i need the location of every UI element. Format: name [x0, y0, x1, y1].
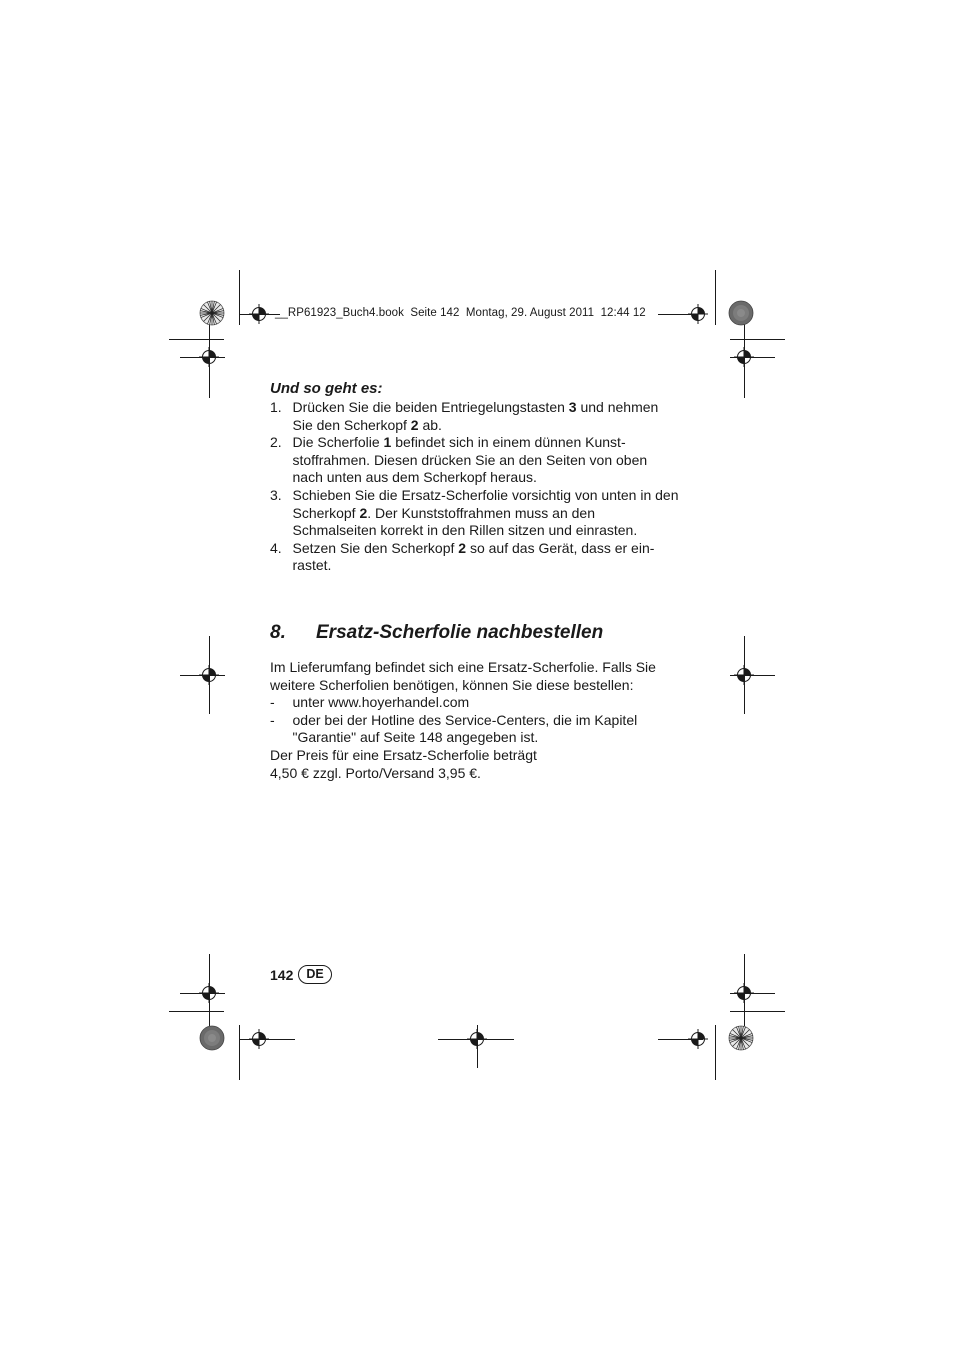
page-number: 142 [270, 966, 294, 983]
order-option-text: unter www.hoyerhandel.com [292, 694, 470, 710]
print-slug-line: __RP61923_Buch4.book Seite 142 Montag, 29. August 2011 12:44 12 [275, 307, 646, 319]
intro-paragraph: Im Lieferumfang befindet sich eine Ersatz-Scherfolie. Falls Sie weitere Scherfolien benötigen, können Sie diese bestellen: [270, 659, 656, 693]
step-number: 2. [270, 434, 282, 451]
instruction-steps [270, 399, 680, 575]
list-item [270, 399, 680, 434]
list-item [270, 712, 680, 747]
section-heading [270, 622, 603, 644]
step-text: Drücken Sie die beiden Entriegelungstasten 3 und nehmen Sie den Scherkopf 2 ab. [292, 399, 659, 433]
list-item [270, 540, 680, 575]
gray-dot-wheel-icon [199, 1025, 225, 1051]
price-paragraph [270, 747, 680, 782]
step-number: 3. [270, 486, 282, 503]
price-line: Der Preis für eine Ersatz-Scherfolie beträgt [270, 747, 537, 763]
price-line: 4,50 € zzgl. Porto/Versand 3,95 €. [270, 764, 481, 781]
starburst-wheel-icon [199, 300, 225, 326]
instructions-subheading: Und so geht es: [270, 380, 383, 397]
step-text: Die Scherfolie 1 befindet sich in einem dünnen Kunst-stoffrahmen. Diesen drücken Sie an den Seiten von oben nach unten aus dem Scherkopf heraus. [292, 434, 648, 486]
list-item [270, 694, 680, 712]
step-text: Setzen Sie den Scherkopf 2 so auf das Gerät, dass er ein-rastet. [292, 539, 655, 574]
order-options-list [270, 694, 680, 747]
list-item [270, 434, 680, 487]
gray-dot-wheel-icon [728, 300, 754, 326]
dash-marker: - [270, 694, 275, 710]
step-number: 1. [270, 399, 282, 415]
page-footer [270, 965, 332, 984]
language-badge: DE [298, 965, 331, 984]
section-number: 8. [270, 622, 286, 643]
dash-marker: - [270, 711, 275, 728]
order-option-text: oder bei der Hotline des Service-Centers, die im Kapitel "Garantie" auf Seite 148 angegeben ist. [292, 711, 638, 746]
step-text: Schieben Sie die Ersatz-Scherfolie vorsichtig von unten in den Scherkopf 2. Der Kunststoffrahmen muss an den Schmalseiten korrekt in den Rillen sitzen und einrasten. [292, 486, 679, 539]
starburst-wheel-icon [728, 1025, 754, 1051]
section-title: Ersatz-Scherfolie nachbestellen [316, 622, 604, 643]
step-number: 4. [270, 539, 282, 556]
list-item [270, 487, 680, 540]
